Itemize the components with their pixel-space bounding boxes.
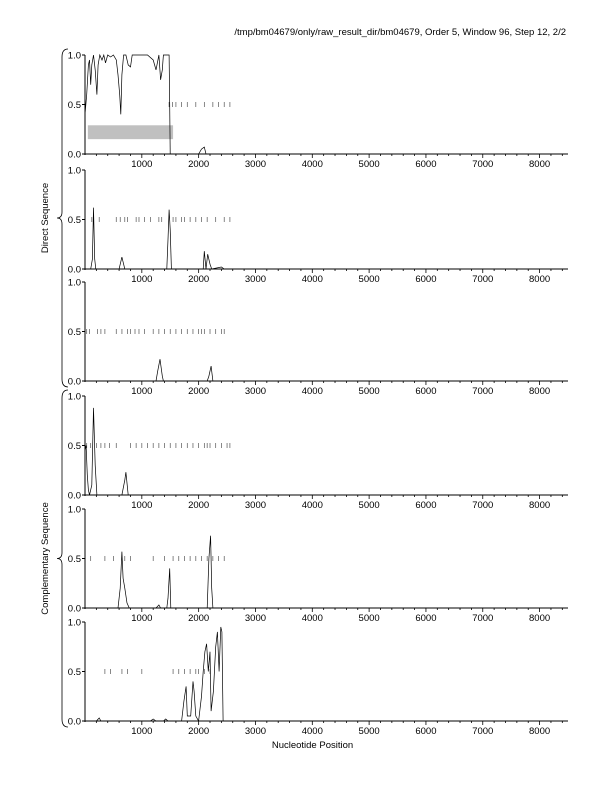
series-line — [85, 359, 568, 381]
x-tick-label: 3000 — [244, 726, 267, 737]
group-bracket — [57, 390, 68, 727]
x-tick-label: 8000 — [529, 274, 551, 285]
x-tick-label: 1000 — [131, 274, 153, 285]
shaded-region — [88, 125, 173, 139]
y-tick-label: 1.0 — [67, 617, 81, 629]
y-tick-label: 1.0 — [67, 50, 81, 62]
y-tick-label: 0.5 — [67, 215, 81, 226]
x-tick-label: 1000 — [131, 159, 153, 170]
x-tick-label: 7000 — [472, 613, 494, 624]
y-tick-label: 1.0 — [67, 504, 81, 516]
x-tick-label: 5000 — [358, 613, 380, 624]
x-tick-label: 6000 — [415, 500, 437, 511]
x-tick-label: 3000 — [244, 159, 267, 170]
x-tick-label: 7000 — [472, 726, 494, 737]
x-tick-label: 8000 — [529, 726, 551, 737]
x-tick-label: 4000 — [301, 500, 323, 511]
x-tick-label: 3000 — [244, 500, 267, 511]
x-tick-label: 5000 — [358, 159, 380, 170]
series-line — [85, 208, 568, 269]
y-tick-label: 0.0 — [67, 149, 81, 161]
x-tick-label: 1000 — [131, 613, 153, 624]
x-tick-label: 2000 — [188, 613, 210, 624]
x-tick-label: 6000 — [415, 613, 437, 624]
x-tick-label: 5000 — [358, 500, 380, 511]
group-bracket — [57, 49, 68, 387]
x-tick-label: 4000 — [301, 159, 323, 170]
x-tick-label: 6000 — [415, 726, 437, 737]
series-line — [85, 536, 568, 608]
y-tick-label: 0.0 — [67, 376, 81, 388]
x-tick-label: 2000 — [188, 159, 210, 170]
group-label: Direct Sequence — [40, 182, 51, 254]
x-tick-label: 7000 — [472, 274, 494, 285]
y-tick-label: 0.0 — [67, 716, 81, 728]
x-tick-label: 8000 — [529, 500, 551, 511]
x-tick-label: 1000 — [131, 386, 153, 397]
x-tick-label: 4000 — [301, 613, 323, 624]
x-tick-label: 8000 — [529, 159, 551, 170]
x-tick-label: 4000 — [301, 386, 323, 397]
x-tick-label: 2000 — [188, 726, 210, 737]
page-title: /tmp/bm04679/only/raw_result_dir/bm04679, Order 5, Window 96, Step 12, 2/2 — [234, 27, 566, 38]
series-line — [85, 627, 568, 721]
y-tick-label: 1.0 — [67, 277, 81, 289]
x-tick-label: 7000 — [472, 500, 494, 511]
x-tick-label: 1000 — [131, 726, 153, 737]
y-tick-label: 1.0 — [67, 165, 81, 177]
x-tick-label: 3000 — [244, 386, 267, 397]
x-tick-label: 7000 — [472, 386, 494, 397]
x-tick-label: 3000 — [244, 274, 267, 285]
series-line — [85, 408, 568, 495]
x-tick-label: 8000 — [529, 386, 551, 397]
x-tick-label: 5000 — [358, 274, 380, 285]
x-axis-label: Nucleotide Position — [271, 740, 354, 751]
y-tick-label: 0.0 — [67, 264, 81, 276]
x-tick-label: 8000 — [529, 613, 551, 624]
x-tick-label: 6000 — [415, 159, 437, 170]
x-tick-label: 7000 — [472, 159, 494, 170]
y-tick-label: 0.5 — [67, 327, 81, 338]
y-tick-label: 0.5 — [67, 554, 81, 565]
x-tick-label: 5000 — [358, 726, 380, 737]
group-label: Complementary Sequence — [40, 502, 51, 615]
y-tick-label: 1.0 — [67, 391, 81, 403]
x-tick-label: 5000 — [358, 386, 380, 397]
x-tick-label: 3000 — [244, 613, 267, 624]
x-tick-label: 2000 — [188, 274, 210, 285]
x-tick-label: 1000 — [131, 500, 153, 511]
x-tick-label: 4000 — [301, 274, 323, 285]
y-tick-label: 0.0 — [67, 490, 81, 502]
x-tick-label: 4000 — [301, 726, 323, 737]
x-tick-label: 6000 — [415, 274, 437, 285]
y-tick-label: 0.5 — [67, 441, 81, 452]
y-tick-label: 0.5 — [67, 667, 81, 678]
y-tick-label: 0.5 — [67, 100, 81, 111]
x-tick-label: 6000 — [415, 386, 437, 397]
x-tick-label: 2000 — [188, 386, 210, 397]
x-tick-label: 2000 — [188, 500, 210, 511]
y-tick-label: 0.0 — [67, 603, 81, 615]
